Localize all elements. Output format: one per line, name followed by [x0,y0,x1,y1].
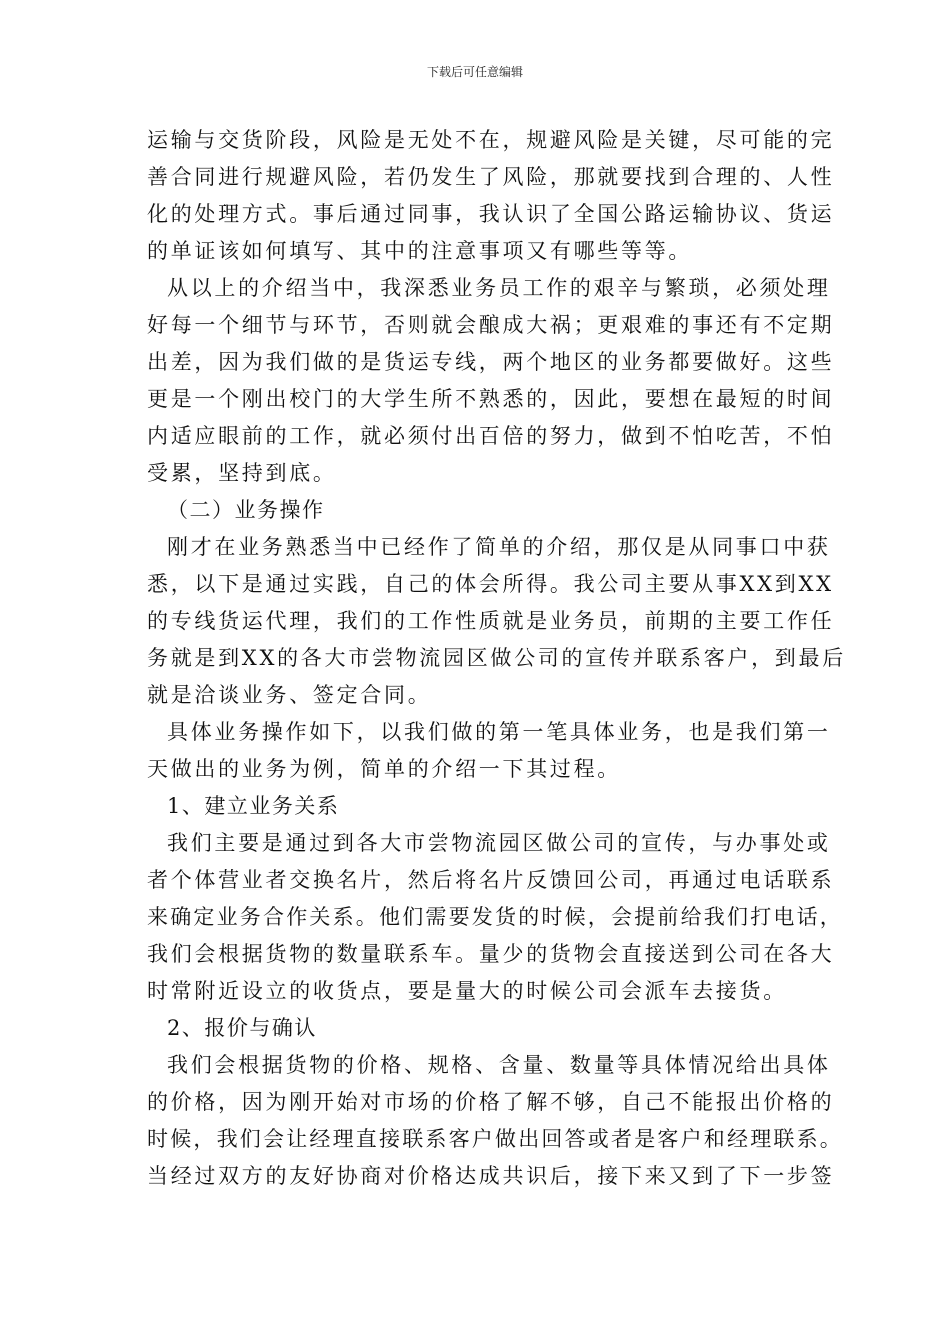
paragraph-line: 刚才在业务熟悉当中已经作了简单的介绍，那仅是从同事口中获 [167,535,831,559]
paragraph-line: 我们会根据货物的数量联系车。量少的货物会直接送到公司在各大 [147,942,835,966]
paragraph-line: 来确定业务合作关系。他们需要发货的时候，会提前给我们打电话， [147,905,843,929]
paragraph-line: 就是洽谈业务、签定合同。 [147,683,432,707]
section-heading: 1、建立业务关系 [167,794,340,818]
paragraph-line: 的价格，因为刚开始对市场的价格了解不够，自己不能报出价格的 [147,1090,835,1114]
paragraph-line: 化的处理方式。事后通过同事，我认识了全国公路运输协议、货运 [147,202,835,226]
paragraph-line: 内适应眼前的工作，就必须付出百倍的努力，做到不怕吃苦，不怕 [147,424,835,448]
section-heading: （二）业务操作 [167,498,325,522]
paragraph-line: 的专线货运代理，我们的工作性质就是业务员，前期的主要工作任 [147,609,835,633]
paragraph-line: 天做出的业务为例，简单的介绍一下其过程。 [147,757,621,781]
paragraph-line: 时候，我们会让经理直接联系客户做出回答或者是客户和经理联系。 [147,1127,843,1151]
page-header: 下载后可任意编辑 [426,65,523,79]
paragraph-line: 时常附近设立的收货点，要是量大的时候公司会派车去接货。 [147,979,787,1003]
paragraph-line: 出差，因为我们做的是货运专线，两个地区的业务都要做好。这些 [147,350,835,374]
paragraph-line: 当经过双方的友好协商对价格达成共识后，接下来又到了下一步签 [147,1164,835,1188]
paragraph-line: 善合同进行规避风险，若仍发生了风险，那就要找到合理的、人性 [147,165,835,189]
document-body [147,122,846,1195]
paragraph-line: 我们主要是通过到各大市尝物流园区做公司的宣传，与办事处或 [167,831,831,855]
paragraph-line: 者个体营业者交换名片，然后将名片反馈回公司，再通过电话联系 [147,868,835,892]
paragraph-line: 务就是到XX的各大市尝物流园区做公司的宣传并联系客户，到最后 [147,646,846,670]
paragraph-line: 运输与交货阶段，风险是无处不在，规避风险是关键，尽可能的完 [147,128,835,152]
paragraph-line: 从以上的介绍当中，我深悉业务员工作的艰辛与繁琐，必须处理 [167,276,831,300]
paragraph-line: 受累，坚持到底。 [147,461,337,485]
paragraph-line: 悉，以下是通过实践，自己的体会所得。我公司主要从事XX到XX [147,572,834,596]
paragraph-line: 的单证该如何填写、其中的注意事项又有哪些等等。 [147,239,693,263]
paragraph-line: 我们会根据货物的价格、规格、含量、数量等具体情况给出具体 [167,1053,831,1077]
paragraph-line: 更是一个刚出校门的大学生所不熟悉的，因此，要想在最短的时间 [147,387,835,411]
paragraph-line: 好每一个细节与环节，否则就会酿成大祸；更艰难的事还有不定期 [147,313,835,337]
paragraph-line: 具体业务操作如下，以我们做的第一笔具体业务，也是我们第一 [167,720,831,744]
section-heading: 2、报价与确认 [167,1016,317,1040]
